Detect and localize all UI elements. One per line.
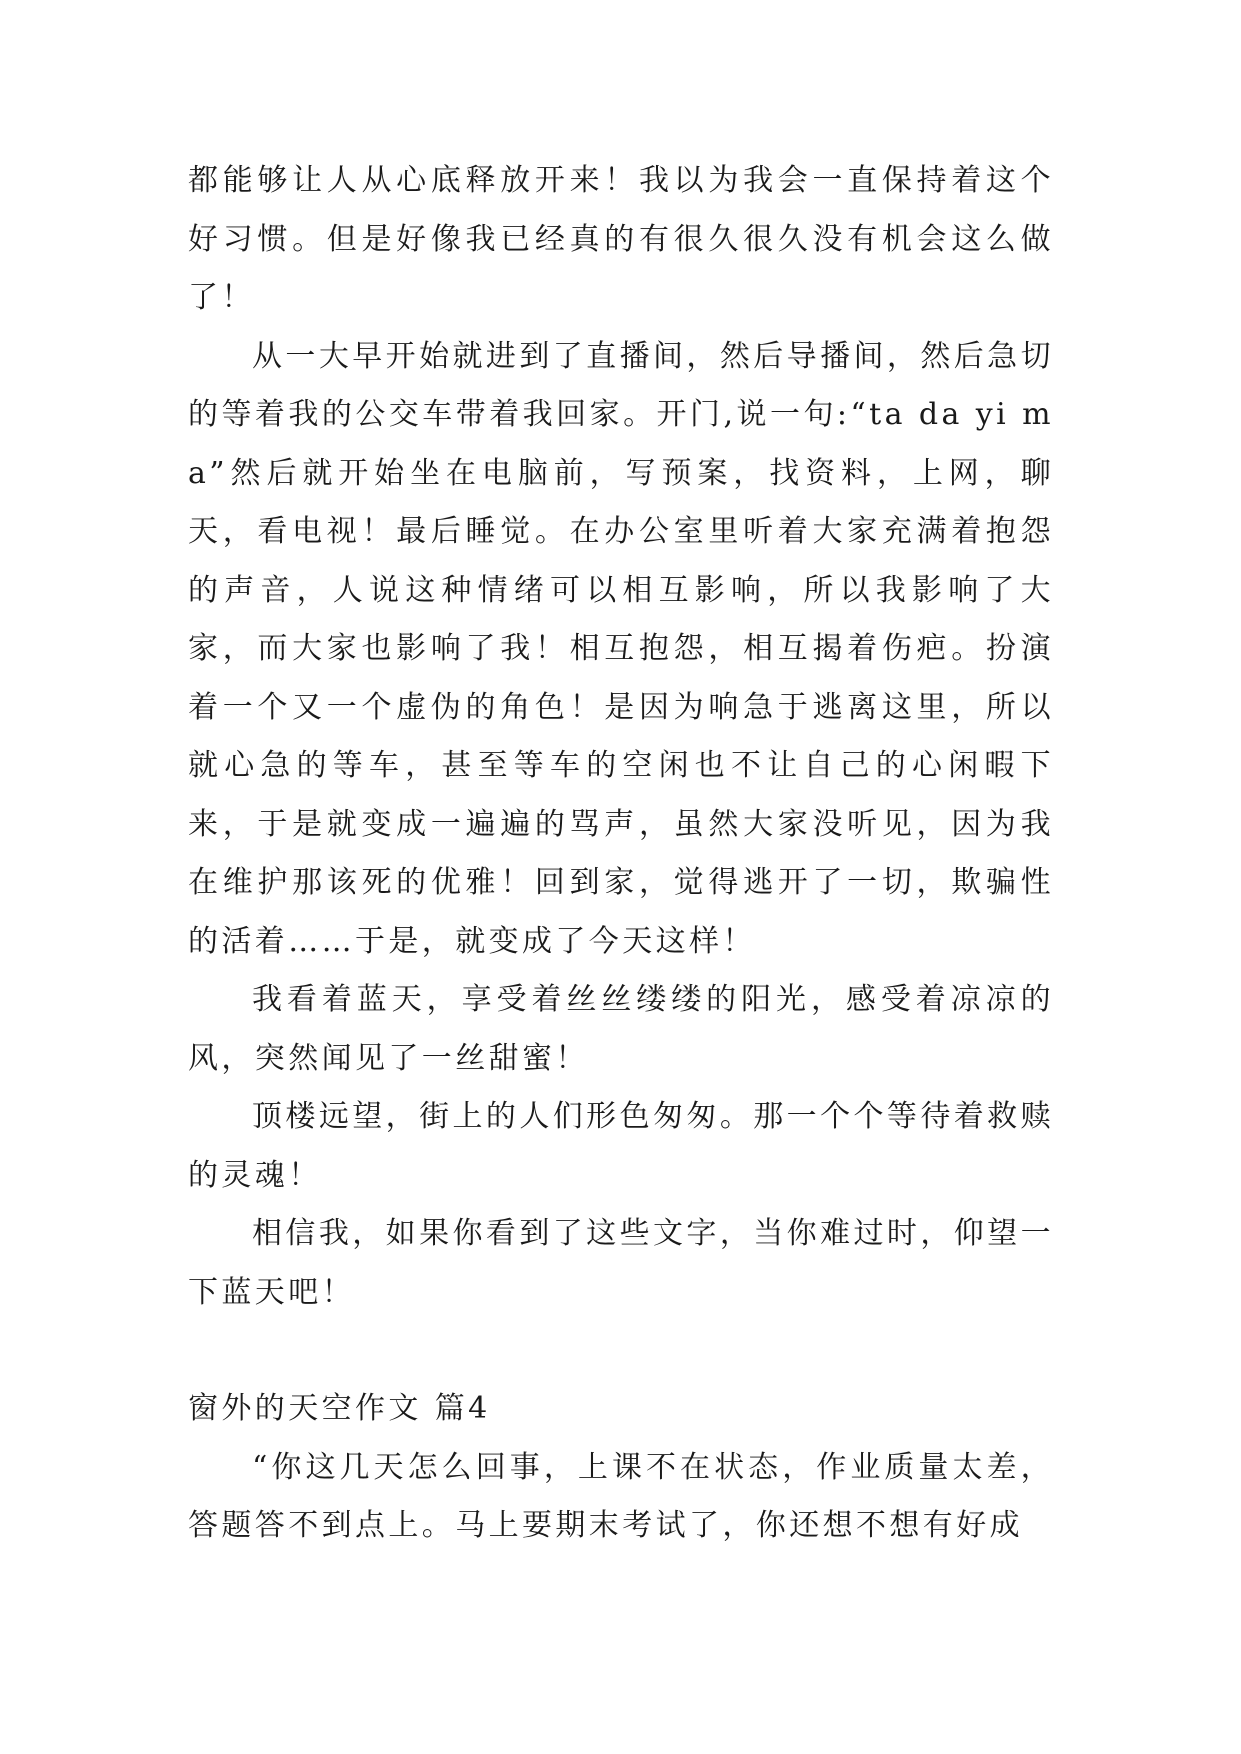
paragraph-5: 相信我，如果你看到了这些文字，当你难过时，仰望一下蓝天吧！ (188, 1216, 1054, 1310)
paragraph-3: 我看着蓝天，享受着丝丝缕缕的阳光，感受着凉凉的风，突然闻见了一丝甜蜜！ (188, 982, 1054, 1076)
paragraph-4: 顶楼远望，街上的人们形色匆匆。那一个个等待着救赎的灵魂！ (188, 1099, 1054, 1193)
paragraph-6: “你这几天怎么回事，上课不在状态，作业质量太差，答题答不到点上。马上要期末考试了，你还想不想有好成 (188, 1449, 1054, 1543)
section-heading: 窗外的天空作文 篇4 (188, 1391, 491, 1426)
paragraph-2: 从一大早开始就进到了直播间，然后导播间，然后急切的等着我的公交车带着我回家。开门,说一句:“ta da yi ma”然后就开始坐在电脑前，写预案，找资料，上网，聊天，看电视！最后睡觉。在办公室里听着大家充满着抱怨的声音，人说这种情绪可以相互影响，所以我影响了大家，而大家也影响了我！相互抱怨，相互揭着伤疤。扮演着一个又一个虚伪的角色！是因为响急于逃离这里，所以就心急的等车，甚至等车的空闲也不让自己的心闲暇下来，于是就变成一遍遍的骂声，虽然大家没听见，因为我在维护那该死的优雅！回到家，觉得逃开了一切，欺骗性的活着……于是，就变成了今天这样！ (188, 338, 1054, 959)
paragraph-1: 都能够让人从心底释放开来！我以为我会一直保持着这个好习惯。但是好像我已经真的有很久很久没有机会这么做了！ (188, 163, 1054, 315)
document-body (188, 152, 1054, 1556)
